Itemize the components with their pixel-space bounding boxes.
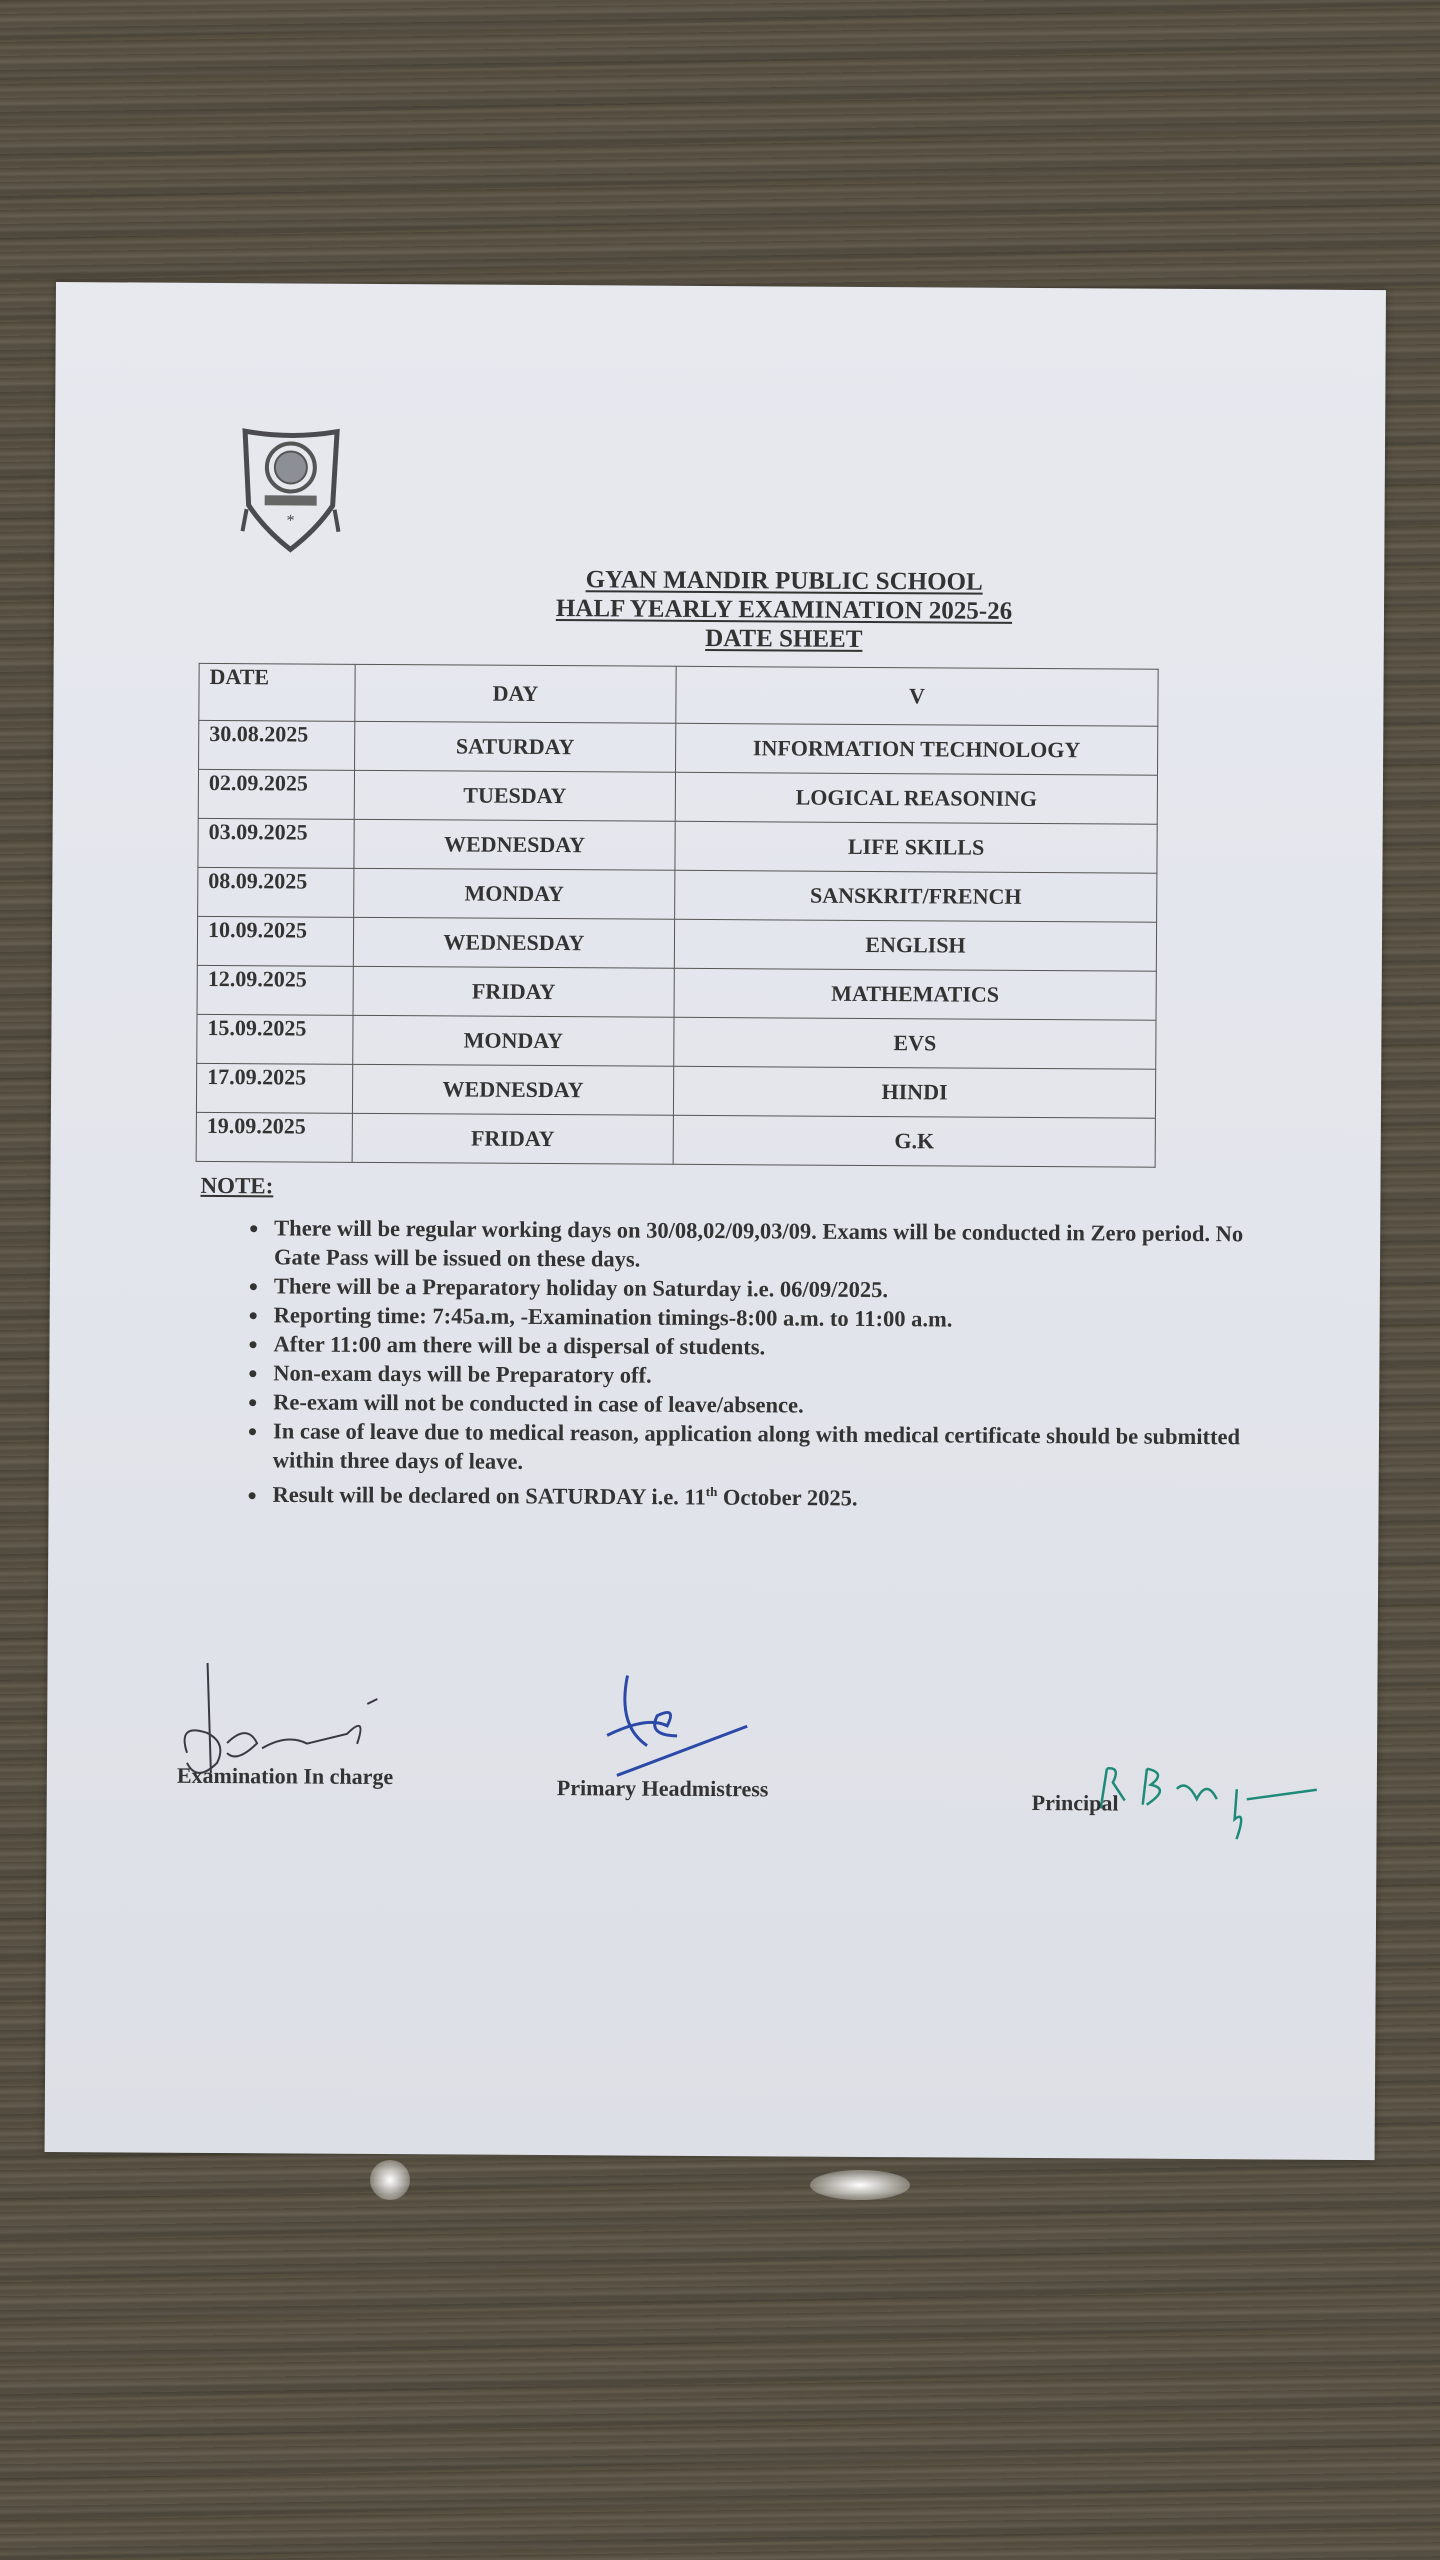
- result-note-suffix: October 2025.: [717, 1484, 858, 1511]
- table-row: [197, 916, 1156, 971]
- exam-day-cell: SATURDAY: [355, 721, 676, 772]
- principal-signature: [1087, 1748, 1328, 1839]
- exam-subject-cell: ENGLISH: [674, 919, 1156, 971]
- note-heading: NOTE:: [200, 1172, 274, 1199]
- exam-subject-cell: LIFE SKILLS: [675, 821, 1157, 873]
- headmistress-label: Primary Headmistress: [556, 1775, 769, 1802]
- header-class: V: [676, 666, 1158, 726]
- table-row: [197, 965, 1156, 1020]
- exam-day-cell: WEDNESDAY: [353, 917, 674, 968]
- exam-day-cell: MONDAY: [354, 868, 675, 919]
- exam-date-cell: 30.08.2025: [199, 720, 355, 770]
- date-sheet-paper: [45, 282, 1386, 2160]
- exam-subject-cell: MATHEMATICS: [674, 968, 1156, 1020]
- table-row: [197, 1014, 1156, 1069]
- table-header-row: [199, 663, 1158, 726]
- exam-title: HALF YEARLY EXAMINATION 2025-26: [555, 595, 1013, 625]
- exam-day-cell: FRIDAY: [352, 1113, 673, 1164]
- table-row: [196, 1112, 1155, 1167]
- light-glare: [370, 2160, 410, 2200]
- exam-day-cell: TUESDAY: [354, 770, 675, 821]
- note-item: • In case of leave due to medical reason, application along with medical certificate should be submitted within three days of leave.: [269, 1416, 1269, 1480]
- document-title-block: [354, 564, 1215, 656]
- header-day: DAY: [355, 664, 676, 723]
- exam-date-cell: 17.09.2025: [196, 1063, 352, 1113]
- exam-subject-cell: SANSKRIT/FRENCH: [675, 870, 1157, 922]
- exam-day-cell: WEDNESDAY: [352, 1064, 673, 1115]
- exam-date-cell: 02.09.2025: [198, 769, 354, 819]
- exam-date-cell: 08.09.2025: [198, 867, 354, 917]
- exam-subject-cell: LOGICAL REASONING: [675, 772, 1157, 824]
- table-row: [198, 769, 1157, 824]
- table-row: [198, 818, 1157, 873]
- principal-label: Principal: [1031, 1789, 1119, 1816]
- note-item: • There will be a Preparatory holiday on Saturday i.e. 06/09/2025.: [270, 1271, 1270, 1306]
- exam-date-cell: 10.09.2025: [197, 916, 353, 966]
- exam-day-cell: MONDAY: [353, 1015, 674, 1066]
- exam-day-cell: FRIDAY: [353, 966, 674, 1017]
- exam-subject-cell: EVS: [674, 1017, 1156, 1069]
- exam-subject-cell: G.K: [673, 1115, 1155, 1167]
- light-glare: [810, 2170, 910, 2200]
- note-item-result: [269, 1474, 1269, 1515]
- sheet-title: DATE SHEET: [705, 624, 863, 653]
- note-item: • Non-exam days will be Preparatory off.: [269, 1358, 1269, 1393]
- exam-date-cell: 12.09.2025: [197, 965, 353, 1015]
- table-row: [198, 867, 1157, 922]
- exam-day-cell: WEDNESDAY: [354, 819, 675, 870]
- notes-list: [217, 1213, 1271, 1515]
- exam-date-cell: 15.09.2025: [197, 1014, 353, 1064]
- school-crest-icon: [236, 425, 345, 554]
- result-note-sup: th: [705, 1483, 718, 1500]
- table-row: [199, 720, 1158, 775]
- note-item: • Re-exam will not be conducted in case of leave/absence.: [269, 1387, 1269, 1422]
- date-sheet-table: [196, 663, 1159, 1168]
- header-date: DATE: [199, 663, 355, 721]
- svg-text:*: *: [286, 512, 295, 530]
- note-item: • There will be regular working days on 30/08,02/09,03/09. Exams will be conducted in Zero period. No Gate Pass will be issued on these days.: [270, 1213, 1270, 1277]
- exam-subject-cell: INFORMATION TECHNOLOGY: [676, 723, 1158, 775]
- note-item: • After 11:00 am there will be a dispersal of students.: [269, 1329, 1269, 1364]
- headmistress-signature: [587, 1665, 788, 1786]
- exam-date-cell: 19.09.2025: [196, 1112, 352, 1162]
- school-name: GYAN MANDIR PUBLIC SCHOOL: [585, 566, 983, 596]
- table-row: [196, 1063, 1155, 1118]
- exam-subject-cell: HINDI: [673, 1066, 1155, 1118]
- result-note-prefix: Result will be declared on SATURDAY i.e. 11: [272, 1481, 706, 1510]
- exam-incharge-label: Examination In charge: [176, 1762, 394, 1790]
- note-item: • Reporting time: 7:45a.m, -Examination timings-8:00 a.m. to 11:00 a.m.: [270, 1300, 1270, 1335]
- exam-date-cell: 03.09.2025: [198, 818, 354, 868]
